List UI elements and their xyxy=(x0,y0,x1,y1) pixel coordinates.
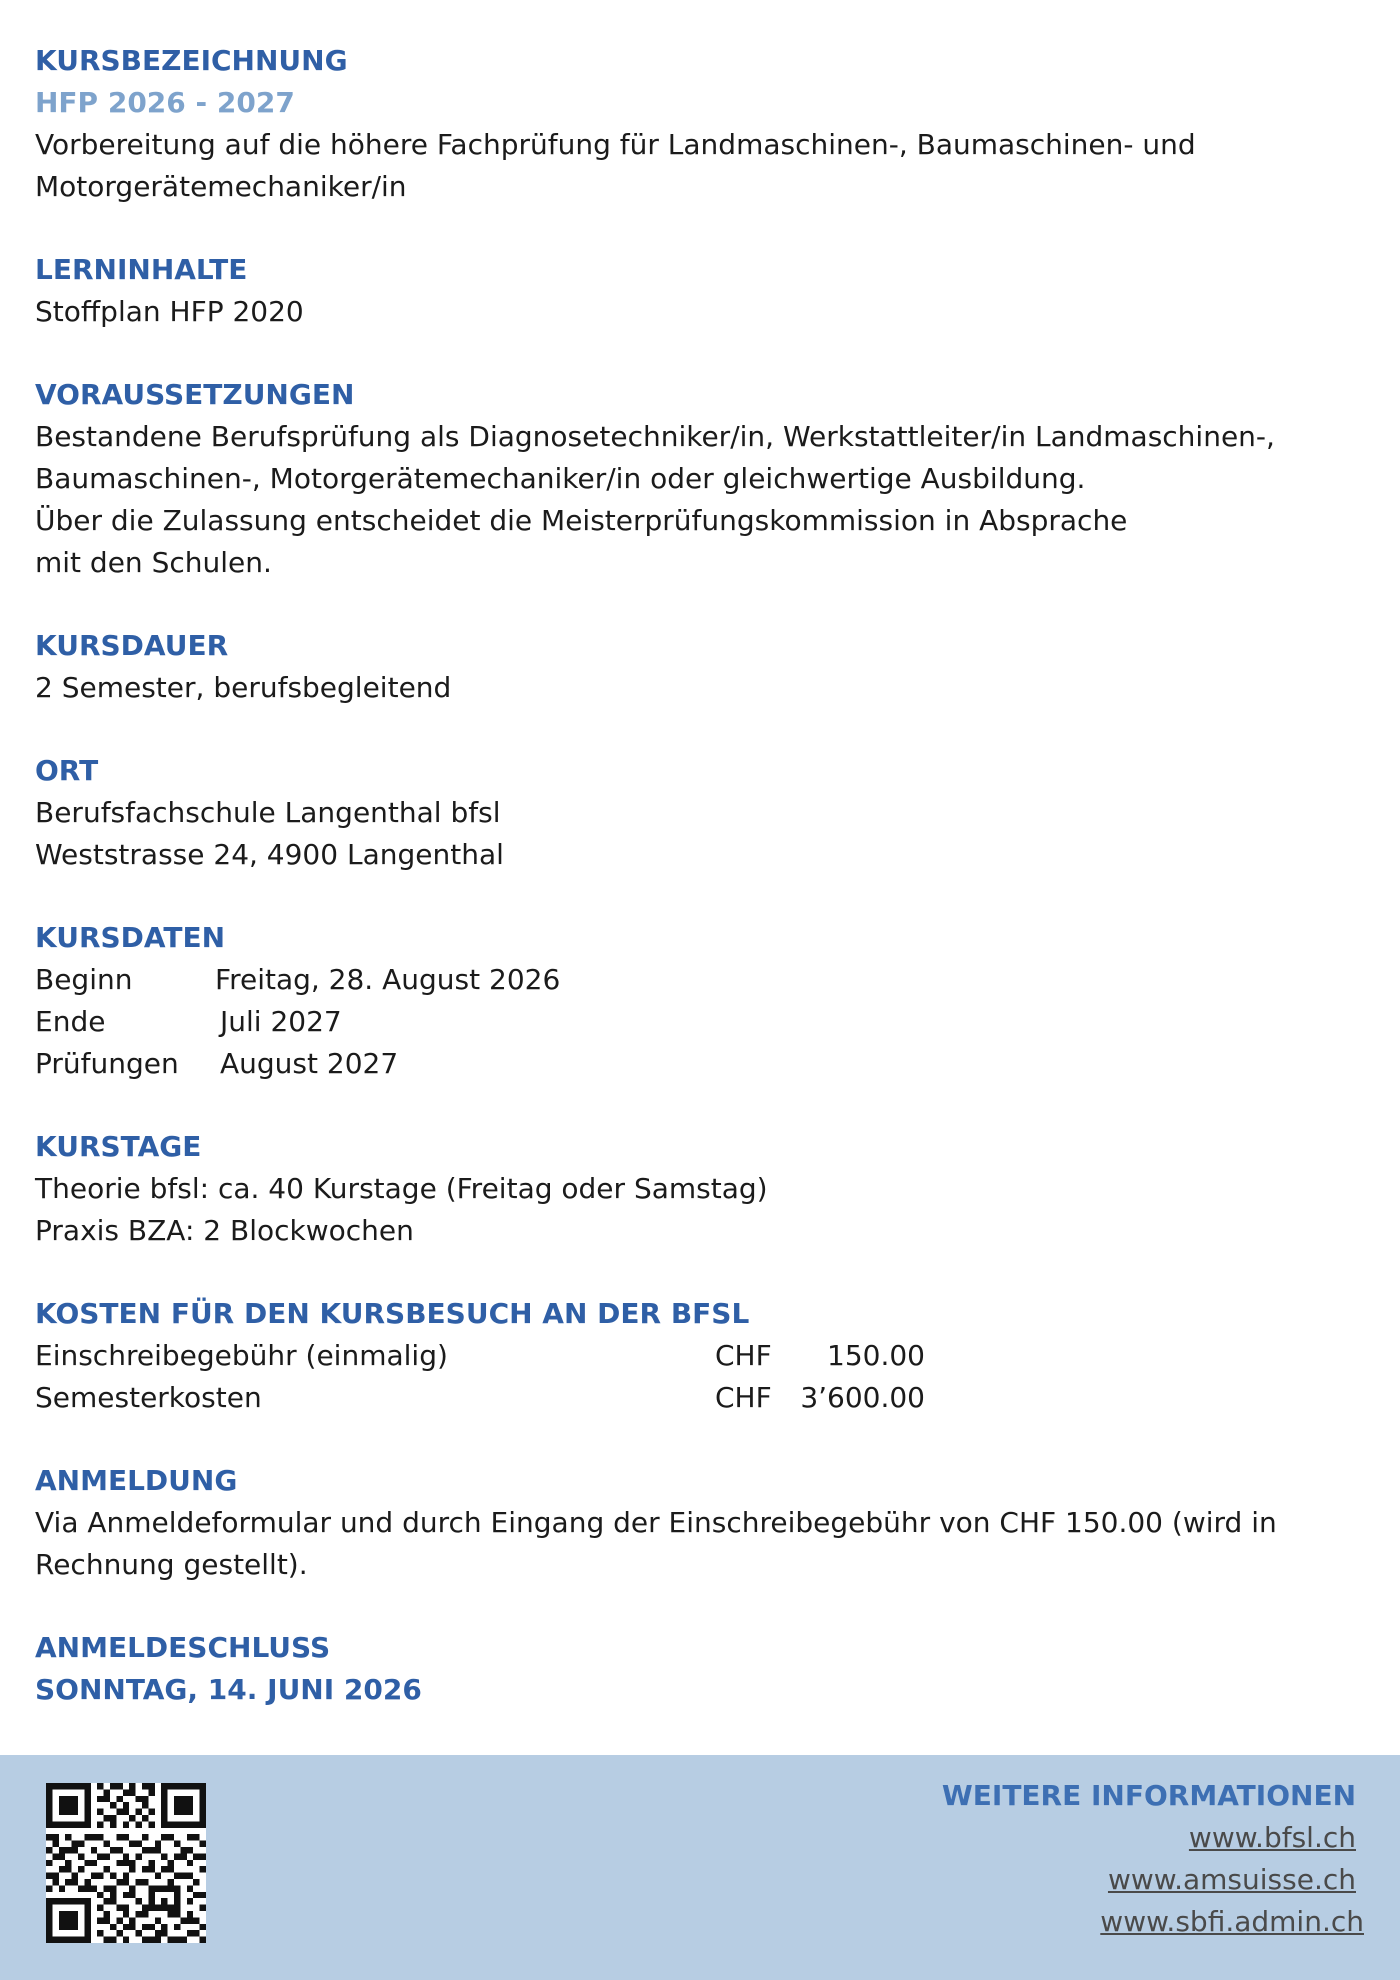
cost-currency: CHF xyxy=(715,1381,772,1414)
section-heading: KURSBEZEICHNUNG xyxy=(35,44,348,77)
course-code: HFP 2026 - 2027 xyxy=(35,86,295,119)
section-heading: KURSTAGE xyxy=(35,1130,202,1163)
section-kosten xyxy=(35,1293,1365,1419)
registration-line: Rechnung gestellt). xyxy=(35,1548,308,1581)
link-sbfi[interactable]: www.sbfi.admin.ch xyxy=(1100,1905,1364,1938)
cost-amount: 150.00 xyxy=(827,1339,925,1372)
section-kursdauer xyxy=(35,625,1365,709)
section-kursbezeichnung xyxy=(35,40,1365,208)
date-label: Ende xyxy=(35,1005,106,1038)
cost-amount: 3’600.00 xyxy=(800,1381,925,1414)
learning-content-text: Stoffplan HFP 2020 xyxy=(35,295,304,328)
section-anmeldung xyxy=(35,1460,1365,1586)
section-kurstage xyxy=(35,1126,1365,1252)
footer xyxy=(0,1755,1400,1980)
deadline-date: SONNTAG, 14. JUNI 2026 xyxy=(35,1673,422,1706)
course-description-line: Motorgerätemechaniker/in xyxy=(35,170,407,203)
cost-label: Semesterkosten xyxy=(35,1381,262,1414)
course-days-line: Theorie bfsl: ca. 40 Kurstage (Freitag oder Samstag) xyxy=(35,1172,768,1205)
requirements-line: Bestandene Berufsprüfung als Diagnosetechniker/in, Werkstattleiter/in Landmaschinen-, xyxy=(35,420,1275,453)
location-address: Weststrasse 24, 4900 Langenthal xyxy=(35,838,504,871)
date-row xyxy=(35,959,1365,1001)
section-heading: ANMELDESCHLUSS xyxy=(35,1631,331,1664)
section-heading: KURSDAUER xyxy=(35,629,229,662)
cost-row xyxy=(35,1377,1365,1419)
cost-row xyxy=(35,1335,1365,1377)
requirements-line: mit den Schulen. xyxy=(35,546,272,579)
further-info xyxy=(942,1775,1364,1943)
further-info-heading: WEITERE INFORMATIONEN xyxy=(941,1779,1356,1812)
cost-label: Einschreibegebühr (einmalig) xyxy=(35,1339,448,1372)
course-info xyxy=(35,40,1365,1752)
date-label: Prüfungen xyxy=(35,1047,179,1080)
section-voraussetzungen xyxy=(35,374,1365,584)
duration-text: 2 Semester, berufsbegleitend xyxy=(35,671,452,704)
section-heading: KURSDATEN xyxy=(35,921,226,954)
cost-currency: CHF xyxy=(715,1339,772,1372)
requirements-line: Baumaschinen-, Motorgerätemechaniker/in oder gleichwertige Ausbildung. xyxy=(35,462,1086,495)
section-anmeldeschluss xyxy=(35,1627,1365,1711)
section-ort xyxy=(35,750,1365,876)
section-heading: VORAUSSETZUNGEN xyxy=(35,378,355,411)
location-name: Berufsfachschule Langenthal bfsl xyxy=(35,796,501,829)
section-heading: ORT xyxy=(35,754,99,787)
section-heading: ANMELDUNG xyxy=(35,1464,238,1497)
date-value: Freitag, 28. August 2026 xyxy=(215,963,561,996)
course-description-line: Vorbereitung auf die höhere Fachprüfung für Landmaschinen-, Baumaschinen- und xyxy=(35,128,1196,161)
date-label: Beginn xyxy=(35,963,133,996)
section-heading: KOSTEN FÜR DEN KURSBESUCH AN DER BFSL xyxy=(35,1297,750,1330)
date-row xyxy=(35,1043,1365,1085)
link-amsuisse[interactable]: www.amsuisse.ch xyxy=(1107,1863,1356,1896)
section-heading: LERNINHALTE xyxy=(35,253,248,286)
link-bfsl[interactable]: www.bfsl.ch xyxy=(1188,1821,1356,1854)
date-value: Juli 2027 xyxy=(220,1005,342,1038)
registration-line: Via Anmeldeformular und durch Eingang der Einschreibegebühr von CHF 150.00 (wird in xyxy=(35,1506,1277,1539)
date-value: August 2027 xyxy=(220,1047,399,1080)
section-lerninhalte xyxy=(35,249,1365,333)
requirements-line: Über die Zulassung entscheidet die Meisterprüfungskommission in Absprache xyxy=(35,504,1128,537)
date-row xyxy=(35,1001,1365,1043)
section-kursdaten xyxy=(35,917,1365,1085)
qr-code-icon[interactable] xyxy=(46,1783,206,1943)
course-days-line: Praxis BZA: 2 Blockwochen xyxy=(35,1214,414,1247)
